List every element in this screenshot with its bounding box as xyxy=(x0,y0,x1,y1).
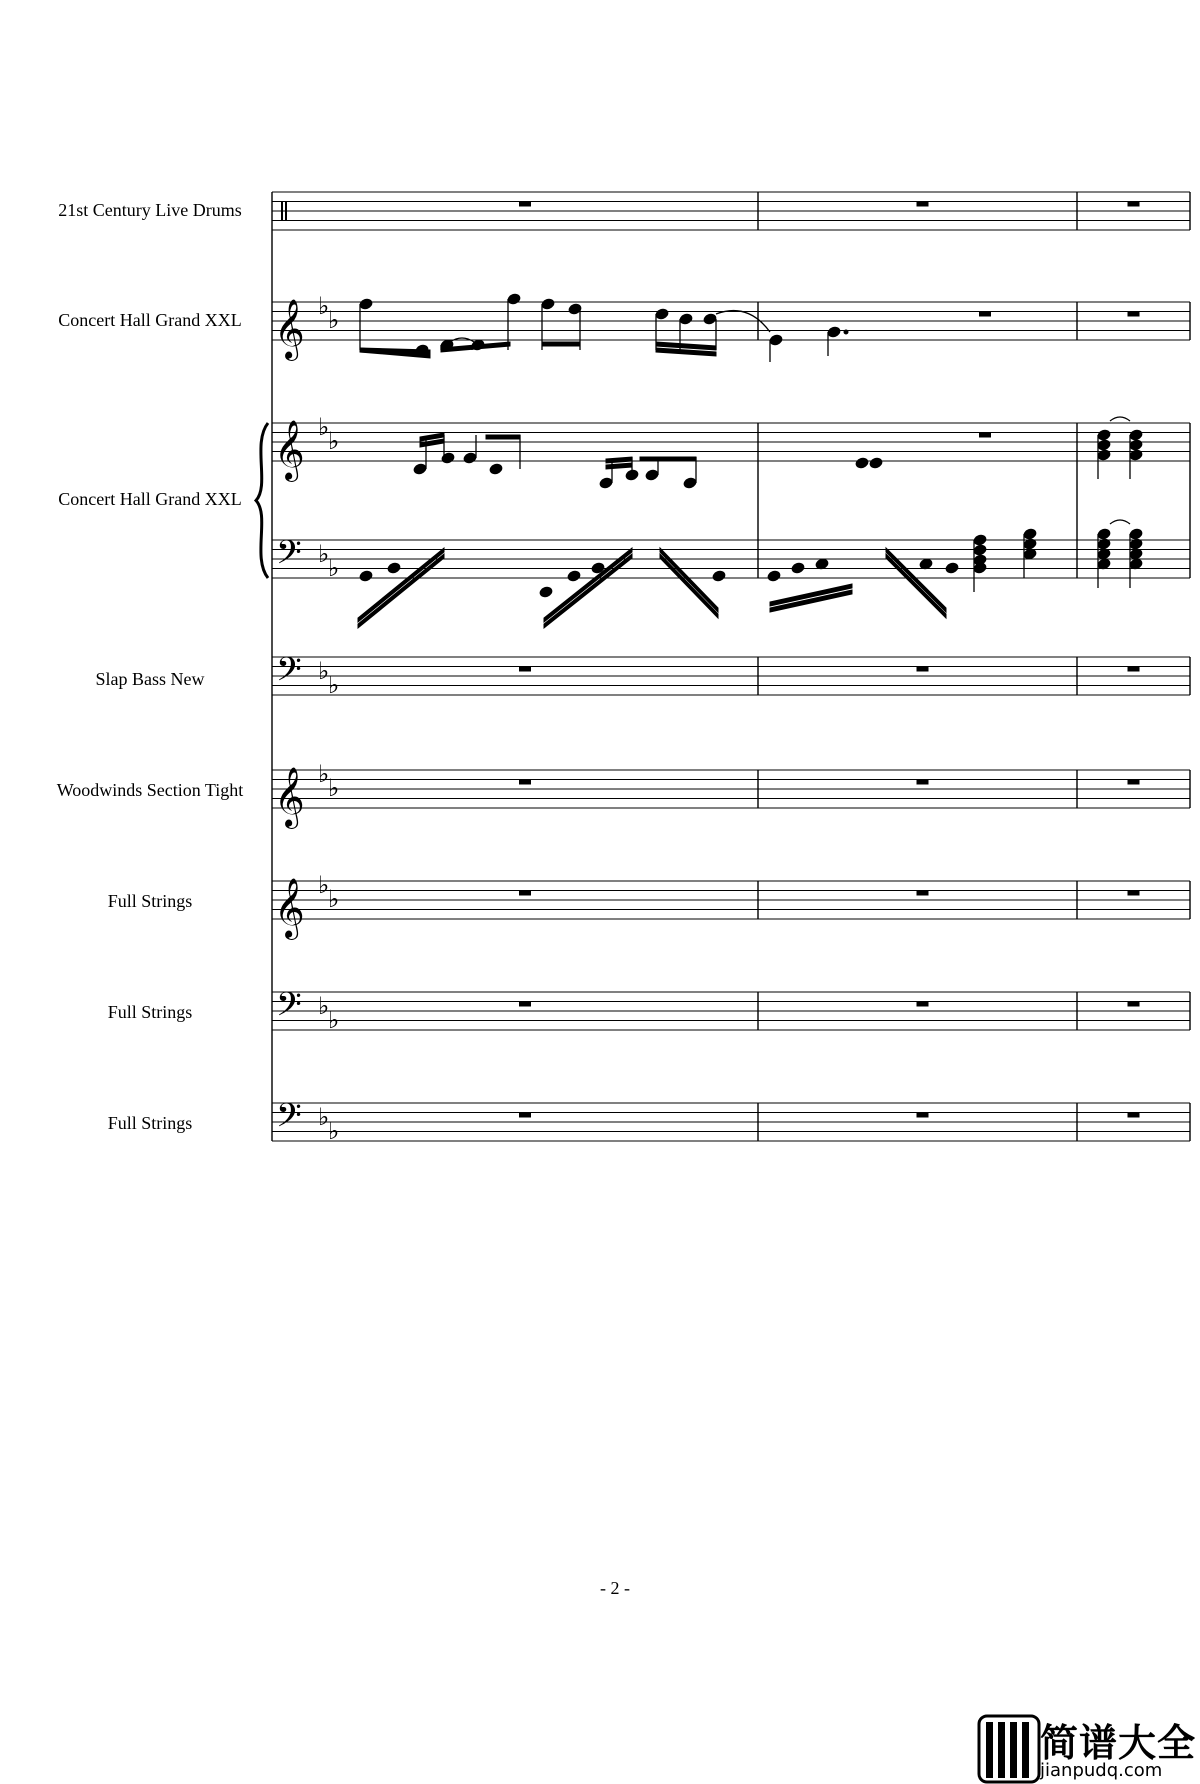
flat-icon: ♭ xyxy=(328,885,340,913)
note-head xyxy=(769,334,783,347)
beam xyxy=(544,554,632,628)
note-head xyxy=(679,313,693,326)
flat-icon: ♭ xyxy=(328,774,340,802)
note-head xyxy=(1097,429,1111,442)
whole-rest xyxy=(1128,1002,1140,1007)
whole-rest xyxy=(979,433,991,438)
bass-clef-icon: 𝄢 xyxy=(276,986,302,1032)
whole-rest xyxy=(1128,202,1140,207)
beam xyxy=(606,463,632,469)
whole-rest xyxy=(979,312,991,317)
note-head xyxy=(1023,528,1037,541)
beam xyxy=(660,548,718,612)
flat-icon: ♭ xyxy=(328,427,340,455)
logo-title: 简谱大全 xyxy=(1040,1721,1197,1765)
beam xyxy=(542,342,580,346)
flat-icon: ♭ xyxy=(318,540,330,568)
whole-rest xyxy=(519,202,531,207)
flat-icon: ♭ xyxy=(318,657,330,685)
beam xyxy=(640,457,696,461)
whole-rest xyxy=(917,1113,929,1118)
instrument-label-strings-3: Full Strings xyxy=(107,1113,193,1133)
note-head xyxy=(703,313,717,326)
note-head xyxy=(463,452,477,465)
whole-rest xyxy=(917,891,929,896)
whole-rest xyxy=(917,780,929,785)
note-head xyxy=(441,452,455,465)
note-head xyxy=(683,477,697,490)
note-head xyxy=(712,570,726,583)
instrument-label-woodwinds: Woodwinds Section Tight xyxy=(56,780,244,800)
note-head xyxy=(869,457,883,470)
note-head xyxy=(359,570,373,583)
logo-url: jianpudq.com xyxy=(1040,1760,1163,1781)
note-head xyxy=(567,570,581,583)
flat-icon: ♭ xyxy=(328,1006,340,1034)
note-head xyxy=(973,534,987,547)
flat-icon: ♭ xyxy=(328,306,340,334)
note-head xyxy=(1129,429,1143,442)
whole-rest xyxy=(519,891,531,896)
flat-icon: ♭ xyxy=(318,992,330,1020)
beam xyxy=(660,554,718,618)
flat-icon: ♭ xyxy=(328,671,340,699)
flat-icon: ♭ xyxy=(328,1117,340,1145)
whole-rest xyxy=(519,780,531,785)
whole-rest xyxy=(519,667,531,672)
beam xyxy=(886,554,946,618)
beam xyxy=(886,548,946,612)
whole-rest xyxy=(917,667,929,672)
note-head xyxy=(791,562,805,575)
note-head xyxy=(387,562,401,575)
note-head xyxy=(1129,439,1143,452)
flat-icon: ♭ xyxy=(318,1103,330,1131)
note-head xyxy=(855,457,869,470)
note-head xyxy=(655,308,669,321)
note-head xyxy=(539,586,553,599)
instrument-label-drums: 21st Century Live Drums xyxy=(58,200,242,220)
note-head xyxy=(827,326,841,339)
flat-icon: ♭ xyxy=(318,292,330,320)
note-head xyxy=(489,463,503,476)
instrument-label-piano-1: Concert Hall Grand XXL xyxy=(58,310,242,330)
tie xyxy=(1110,520,1130,524)
treble-clef-icon: 𝄞 xyxy=(274,420,305,480)
instrument-label-strings-2: Full Strings xyxy=(107,1002,193,1022)
whole-rest xyxy=(1128,1113,1140,1118)
note-head xyxy=(599,477,613,490)
tie xyxy=(1110,417,1130,421)
whole-rest xyxy=(917,1002,929,1007)
piano-brace xyxy=(256,423,268,578)
note-head xyxy=(1097,528,1111,541)
note-head xyxy=(1129,449,1143,462)
note-head xyxy=(413,463,427,476)
note-head xyxy=(945,562,959,575)
instrument-label-strings-1: Full Strings xyxy=(107,891,193,911)
whole-rest xyxy=(1128,891,1140,896)
flat-icon: ♭ xyxy=(318,871,330,899)
note-head xyxy=(767,570,781,583)
note-head xyxy=(1097,449,1111,462)
whole-rest xyxy=(1128,780,1140,785)
note-head xyxy=(645,469,659,482)
instrument-label-piano-2: Concert Hall Grand XXL xyxy=(58,489,242,509)
flat-icon: ♭ xyxy=(328,554,340,582)
treble-clef-icon: 𝄞 xyxy=(274,878,305,938)
note-head xyxy=(541,298,555,311)
beam xyxy=(358,554,444,628)
instrument-label-slap-bass: Slap Bass New xyxy=(95,669,205,689)
whole-rest xyxy=(1128,312,1140,317)
whole-rest xyxy=(519,1113,531,1118)
note-head xyxy=(973,544,987,557)
beam xyxy=(606,457,632,463)
page-number: - 2 - xyxy=(600,1578,630,1598)
whole-rest xyxy=(917,202,929,207)
note-head xyxy=(1129,528,1143,541)
note-head xyxy=(359,298,373,311)
dot xyxy=(844,330,848,334)
whole-rest xyxy=(1128,667,1140,672)
note-head xyxy=(1097,439,1111,452)
whole-rest xyxy=(519,1002,531,1007)
treble-clef-icon: 𝄞 xyxy=(274,299,305,359)
treble-clef-icon: 𝄞 xyxy=(274,767,305,827)
beam xyxy=(486,435,520,439)
flat-icon: ♭ xyxy=(318,413,330,441)
flat-icon: ♭ xyxy=(318,760,330,788)
bass-clef-icon: 𝄢 xyxy=(276,534,302,580)
bass-clef-icon: 𝄢 xyxy=(276,651,302,697)
bass-clef-icon: 𝄢 xyxy=(276,1097,302,1143)
note-head xyxy=(507,293,521,306)
